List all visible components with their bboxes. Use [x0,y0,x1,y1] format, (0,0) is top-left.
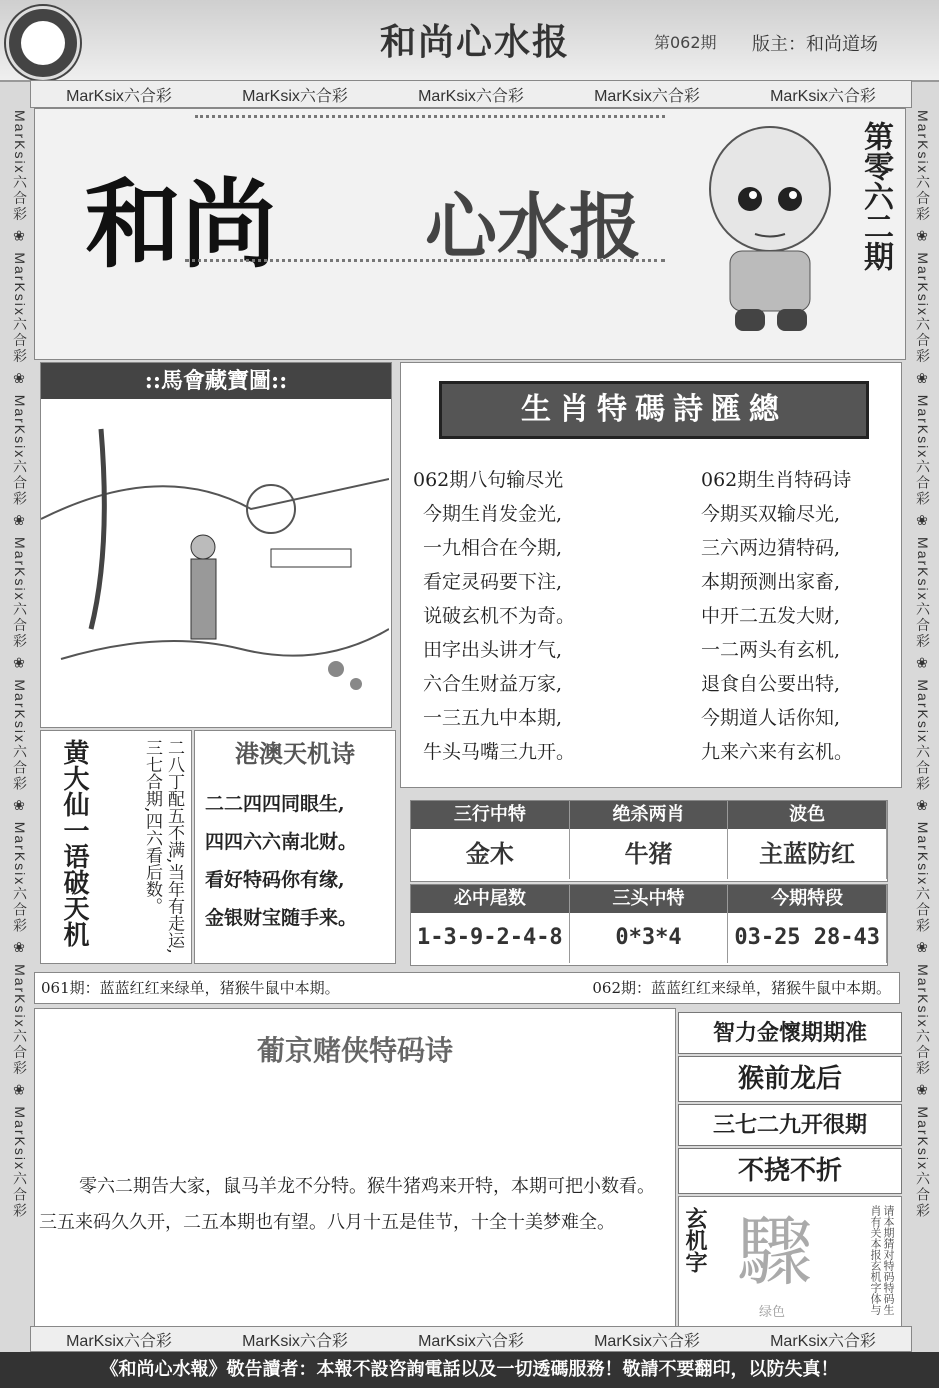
brand-label: MarKsix六合彩 [242,1332,348,1350]
poem-line: 看好特码你有缘, [205,869,345,891]
poem-line: 本期预测出家畜, [701,571,841,593]
table-cell: 金木 [411,829,570,879]
floral-border [185,259,665,272]
poem-line: 退食自公要出特, [701,673,841,695]
side-brand-left: MarKsix六合彩 ❀ MarKsix六合彩 ❀ MarKsix六合彩 ❀ MarKsix六合彩 ❀ MarKsix六合彩 ❀ MarKsix六合彩 ❀ MarKsix六合彩 ❀ MarKsix六合彩 [12,110,28,1219]
side-brand-right: MarKsix六合彩 ❀ MarKsix六合彩 ❀ MarKsix六合彩 ❀ MarKsix六合彩 ❀ MarKsix六合彩 ❀ MarKsix六合彩 ❀ MarKsix六合彩 ❀ MarKsix六合彩 [915,110,931,1219]
table-cell: 主蓝防红 [728,829,887,879]
issue-number: 第062期 [654,33,717,52]
brand-label: MarKsix六合彩 [594,87,700,105]
curr-result: 062期：蓝蓝红红来绿单，猪猴牛鼠中本期。 [592,979,891,997]
gangao-poem-title: 港澳天机诗 [235,739,355,768]
treasure-map-title: ::馬會藏寶圖:: [41,363,391,399]
mystery-char-panel [678,1196,902,1328]
poem-summary-panel [400,362,902,788]
table-cell: 03-25 28-43 [728,913,887,963]
gangao-poem-panel [194,730,396,964]
table-cell: 1-3-9-2-4-8 [411,913,570,963]
prediction-card: 三七二九开很期 [678,1104,902,1146]
footer-notice: 《和尚心水報》敬告讀者：本報不設咨詢電話以及一切透碼服務！敬請不要翻印，以防失真！ [0,1352,939,1388]
left-poem [413,463,643,769]
brand-label: MarKsix六合彩 [770,1332,876,1350]
poem-line: 中开二五发大财, [701,605,841,627]
poem-line: 六合生财益万家, [423,673,563,695]
monk-mascot-icon [695,119,845,344]
issue-vertical: 第零六二期 [858,121,893,271]
floral-border [195,115,665,128]
treasure-map-illustration [41,399,389,725]
results-bar [34,972,900,1004]
prev-result: 061期：蓝蓝红红来绿单，猪猴牛鼠中本期。 [41,979,340,997]
table-header: 必中尾数 [411,885,570,913]
brand-label: MarKsix六合彩 [770,87,876,105]
macau-poem-text: 零六二期告大家，鼠马羊龙不分特。猴牛猪鸡来开特，本期可把小数看。三五来码久久开，二五本期也有望。八月十五是佳节，十全十美梦难全。 [39,1176,655,1233]
poem-line: 今期买双输尽光, [701,503,841,525]
brand-label: MarKsix六合彩 [66,1332,172,1350]
table-cell: 牛猪 [570,829,729,879]
mystery-char-label: 玄机字 [682,1207,708,1273]
poem-line: 一二两头有玄机, [701,639,841,661]
poem-line: 今期道人话你知, [701,707,841,729]
poem-line: 说破玄机不为奇。 [423,605,576,627]
poem-heading: 062期生肖特码诗 [701,469,852,491]
brand-label: MarKsix六合彩 [242,87,348,105]
brand-label: MarKsix六合彩 [594,1332,700,1350]
table-header: 三行中特 [411,801,570,829]
table-header: 波色 [728,801,887,829]
editor-label: 版主：和尚道场 [752,34,878,55]
poem-line: 一九相合在今期, [423,537,563,559]
mystery-char-hint: 请本期猜对特码特码生肖有关本报玄机字体与 [869,1205,895,1315]
prediction-card: 猴前龙后 [678,1056,902,1102]
brand-strip-top [30,80,912,108]
mystery-char-color: 绿色 [759,1305,786,1320]
hero-title-right: 心水报 [425,184,642,269]
accuracy-header: 智力金懷期期准 [678,1012,902,1054]
brand-strip-bottom [30,1326,912,1352]
table-header: 绝杀两肖 [570,801,729,829]
table-header: 今期特段 [728,885,887,913]
huang-daxian-panel [40,730,192,964]
brand-label: MarKsix六合彩 [418,1332,524,1350]
brand-label: MarKsix六合彩 [66,87,172,105]
treasure-map-panel [40,362,392,728]
prediction-table-1 [410,800,888,882]
prediction-card: 不挠不折 [678,1148,902,1194]
poem-heading: 062期八句输尽光 [413,469,564,491]
macau-poem-title: 葡京赌侠特码诗 [256,1034,453,1067]
table-cell: 0*3*4 [570,913,729,963]
table-header: 三头中特 [570,885,729,913]
poem-summary-title: 生肖特碼詩匯總 [439,381,869,439]
mystery-char-glyph: 驟 [737,1207,813,1296]
hero-banner [34,108,906,360]
huang-daxian-title: 黄大仙一语破天机 [59,739,89,947]
brand-label: MarKsix六合彩 [418,87,524,105]
poem-line: 九来六来有玄机。 [701,741,854,763]
prediction-table-2 [410,884,888,966]
poem-line: 二二四四同眼生, [205,793,345,815]
poem-line: 四四六六南北财。 [205,831,358,853]
poem-line: 看定灵码要下注, [423,571,563,593]
hk-logo-icon [6,6,80,80]
poem-line: 金银财宝随手来。 [205,907,358,929]
poem-line: 今期生肖发金光, [423,503,563,525]
masthead-title: 和尚心水报 [380,21,571,63]
poem-line: 牛头马嘴三九开。 [423,741,576,763]
macau-poem-panel [34,1008,676,1330]
poem-line: 田字出头讲才气, [423,639,563,661]
right-poem [701,463,897,769]
hero-title-left: 和尚 [85,168,277,281]
poem-line: 三六两边猜特码, [701,537,841,559]
poem-line: 一三五九中本期, [423,707,563,729]
huang-daxian-text: 二八丁配五不满,当年有走运,三七合期,四六看后数。 [142,739,184,954]
